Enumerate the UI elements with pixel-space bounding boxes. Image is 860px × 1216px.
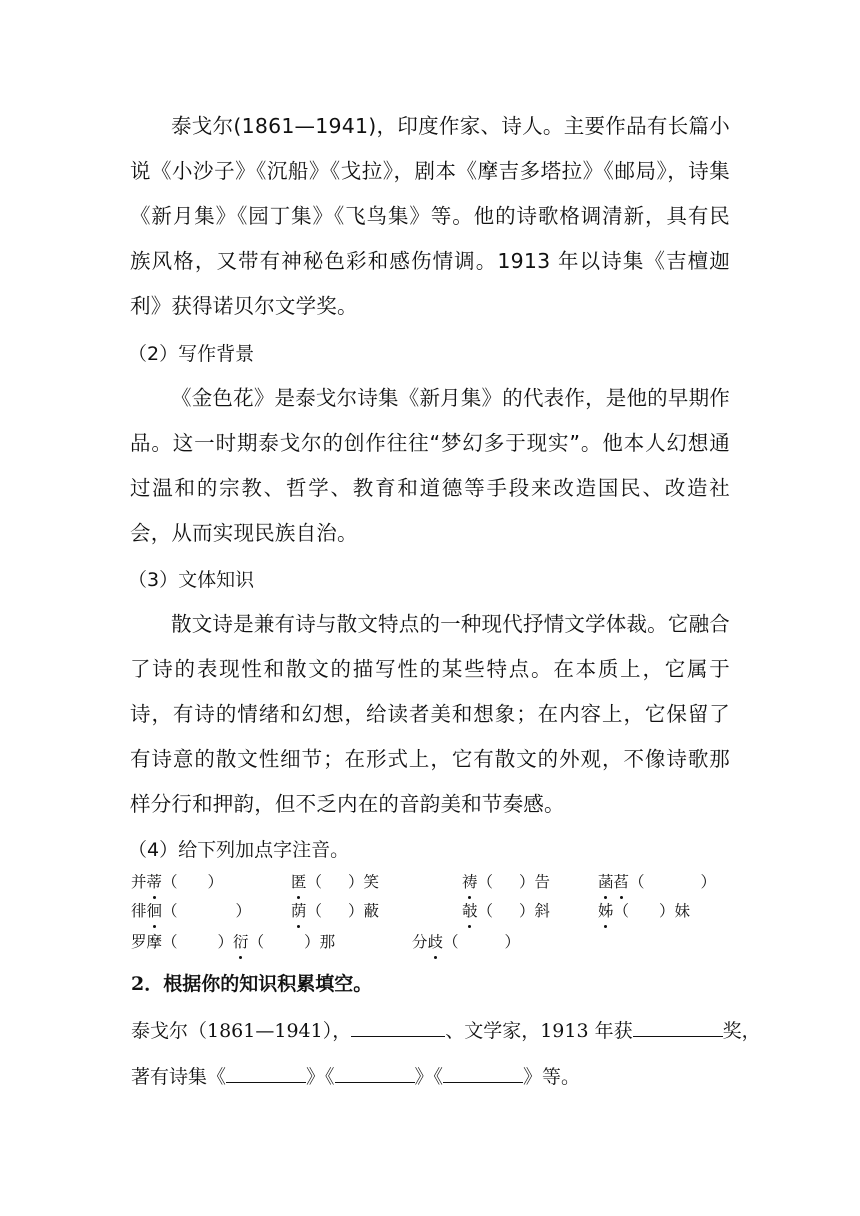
plain-char: 并: [131, 873, 147, 891]
dotted-char: 衍: [233, 930, 249, 954]
fill-blank[interactable]: [443, 1062, 523, 1083]
author-intro-paragraph: 泰戈尔(1861—1941)，印度作家、诗人。主要作品有长篇小说《小沙子》《沉船》《戈拉》，剧本《摩吉多塔拉》《邮局》，诗集《新月集》《园丁集》《飞鸟集》等。他的诗歌格调清新，具有民族风格，又带有神秘色彩和感伤情调。1913 年以诗集《吉檀迦利》获得诺贝尔文学奖。: [130, 114, 730, 318]
pinyin-item: [412, 930, 520, 954]
paren-close: ）: [504, 933, 521, 951]
fill-text: 》等。: [523, 1066, 581, 1088]
fill-line-1: [131, 1016, 761, 1045]
plain-char: 那: [319, 933, 336, 951]
question-2-title: 2．根据你的知识积累填空。: [131, 973, 373, 995]
fill-text: 泰戈尔（1861—1941），: [131, 1020, 352, 1042]
paren-close: ）: [519, 873, 535, 891]
fill-text: 》《: [306, 1066, 335, 1088]
dotted-char: 姊: [598, 899, 614, 923]
paren-open: （: [629, 873, 645, 891]
pinyin-heading: （4）给下列加点字注音。: [128, 839, 350, 861]
dotted-char: 萏: [614, 870, 630, 894]
paren-open: （: [477, 902, 494, 920]
plain-char: 罗摩: [131, 933, 163, 951]
dotted-char: 匿: [291, 870, 307, 894]
paren-open: （: [613, 902, 630, 920]
dotted-char: 蒂: [147, 870, 163, 894]
pinyin-row-2: [131, 899, 751, 923]
pinyin-item: [131, 930, 335, 954]
pinyin-item: [598, 899, 690, 923]
background-heading: （2）写作背景: [128, 343, 255, 365]
fill-blank[interactable]: [335, 1062, 415, 1083]
dotted-char: 歧: [428, 930, 444, 954]
fill-text: 、文学家，1913 年获: [445, 1020, 633, 1042]
plain-char: 斜: [534, 902, 551, 920]
plain-char: 蔽: [363, 902, 380, 920]
plain-char: 徘: [131, 902, 147, 920]
plain-char: 笑: [363, 873, 380, 891]
pinyin-item: [291, 870, 379, 894]
paren-close: ）: [700, 873, 717, 891]
background-paragraph: 《金色花》是泰戈尔诗集《新月集》的代表作，是他的早期作品。这一时期泰戈尔的创作往往“梦幻多于现实”。他本人幻想通过温和的宗教、哲学、教育和道德等手段来改造国民、改造社会，从而实现民族自治。: [130, 386, 730, 545]
paren-close: ）: [217, 933, 234, 951]
fill-blank[interactable]: [633, 1016, 723, 1037]
fill-text: 著有诗集《: [131, 1066, 227, 1088]
paren-close: ）: [348, 902, 364, 920]
dotted-char: 徊: [147, 899, 163, 923]
paren-open: （: [162, 933, 178, 951]
paren-close: ）: [235, 902, 252, 920]
plain-char: 妹: [674, 902, 691, 920]
paren-open: （: [443, 933, 459, 951]
paren-open: （: [248, 933, 265, 951]
paren-close: ）: [207, 873, 224, 891]
dotted-char: 菡: [598, 870, 614, 894]
dotted-char: 祷: [462, 870, 478, 894]
paren-close: ）: [519, 902, 535, 920]
plain-char: 告: [534, 873, 551, 891]
genre-heading: （3）文体知识: [128, 569, 255, 591]
fill-text: 》《: [414, 1066, 444, 1088]
paren-open: （: [162, 902, 178, 920]
plain-char: 分: [412, 933, 428, 951]
paren-open: （: [162, 873, 178, 891]
genre-paragraph: 散文诗是兼有诗与散文特点的一种现代抒情文学体裁。它融合了诗的表现性和散文的描写性的某些特点。在本质上，它属于诗，有诗的情绪和幻想，给读者美和想象；在内容上，它保留了有诗意的散文性细节；在形式上，它有散文的外观，不像诗歌那样分行和押韵，但不乏内在的音韵美和节奏感。: [130, 612, 730, 816]
pinyin-row-3: [131, 930, 751, 954]
paren-close: ）: [659, 902, 675, 920]
paren-open: （: [477, 873, 494, 891]
paren-close: ）: [304, 933, 320, 951]
pinyin-item: [131, 870, 223, 894]
dotted-char: 攲: [462, 899, 478, 923]
fill-line-2: [131, 1062, 736, 1091]
pinyin-row-1: [131, 870, 751, 894]
paren-open: （: [306, 902, 323, 920]
paren-open: （: [306, 873, 323, 891]
paren-close: ）: [348, 873, 364, 891]
fill-text: 奖，: [722, 1020, 761, 1042]
pinyin-item: [131, 899, 251, 923]
pinyin-item: [598, 870, 716, 894]
fill-blank[interactable]: [351, 1016, 445, 1037]
dotted-char: 荫: [291, 899, 307, 923]
fill-blank[interactable]: [226, 1062, 306, 1083]
pinyin-item: [462, 870, 550, 894]
pinyin-item: [462, 899, 550, 923]
pinyin-item: [291, 899, 379, 923]
